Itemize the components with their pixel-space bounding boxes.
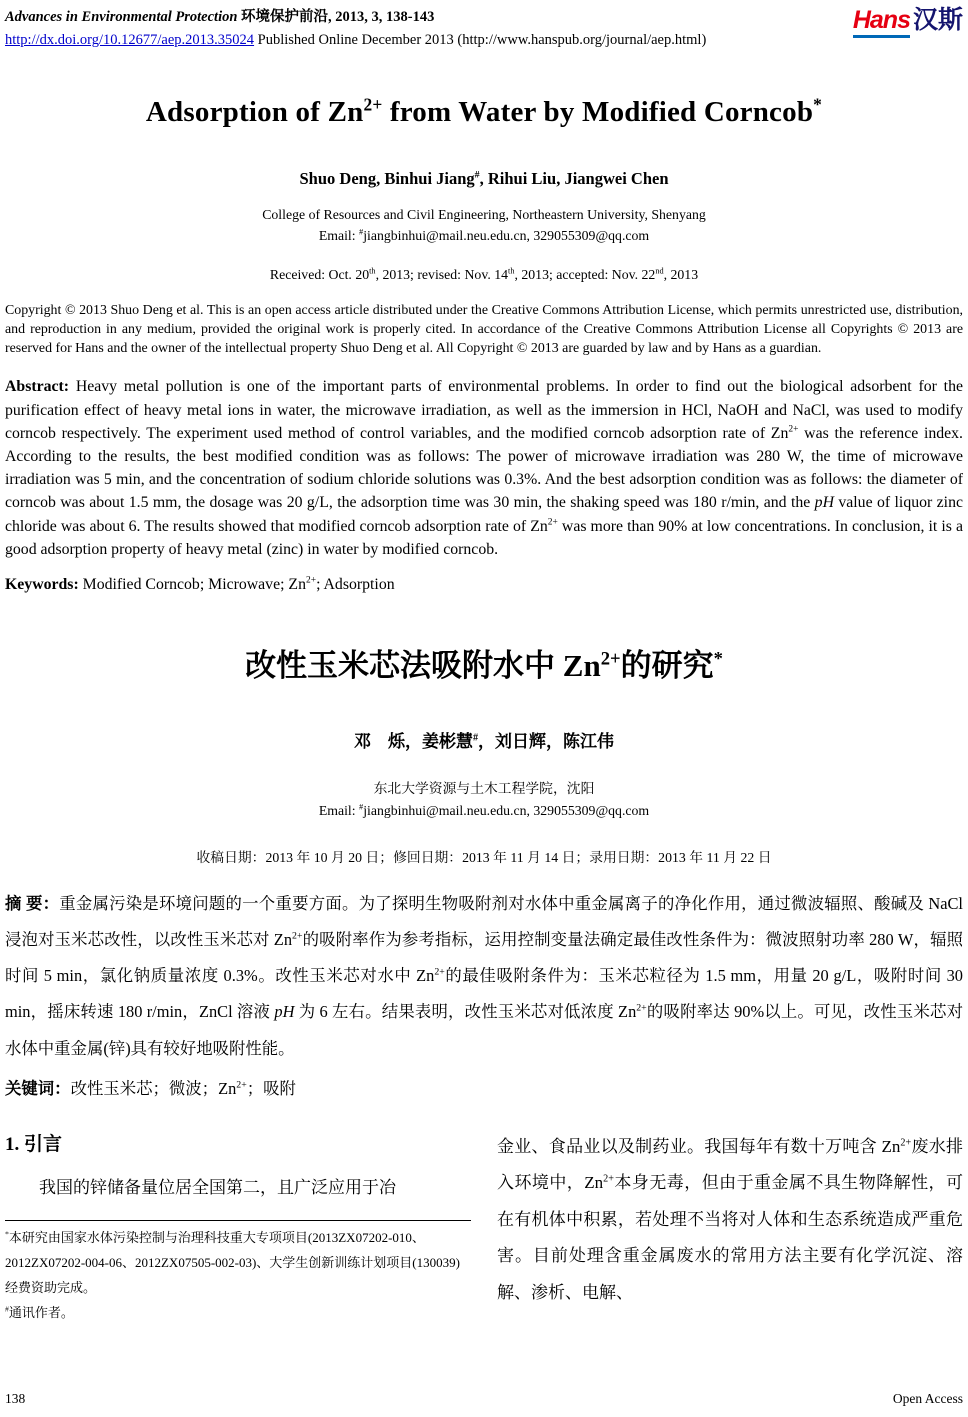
hans-logo-chinese: 汉斯 bbox=[912, 6, 963, 34]
doi-link[interactable]: http://dx.doi.org/10.12677/aep.2013.35024 bbox=[5, 32, 255, 49]
article-title: Adsorption of $Zn^{2+}$ from Water by Modified Corncob* bbox=[145, 94, 823, 129]
chinese-affiliation-text: 东北大学资源与土木工程学院，沈阳 bbox=[373, 781, 595, 797]
received-dates-line: Received: Oct. 20th, 2013; revised: Nov. 14th, 2013; accepted: Nov. 22nd, 2013 bbox=[269, 266, 699, 282]
doi-line bbox=[5, 29, 706, 52]
journal-info bbox=[5, 6, 706, 52]
hans-logo-wordmark: Hans bbox=[853, 6, 910, 38]
right-column bbox=[497, 1129, 963, 1326]
funding-footnote: *本研究由国家水体污染控制与治理科技重大专项项目(2013ZX07202-010、2012ZX07202-004-06、2012ZX07505-002-03)、大学生创新训练计划项目(130039)经费资助完成。 bbox=[5, 1229, 460, 1296]
corresponding-author-footnote: #通讯作者。 bbox=[5, 1304, 74, 1321]
affiliation-text: College of Resources and Civil Engineering, Northeastern University, Shenyang bbox=[262, 207, 706, 223]
chinese-abstract-paragraph: 摘 要：重金属污染是环境问题的一个重要方面。为了探明生物吸附剂对水体中重金属离子的净化作用，通过微波辐照、酸碱及 NaCl 浸泡对玉米芯改性，以改性玉米芯对 $Zn^{2+}$的吸附率作为参考指标，运用控制变量法确定最佳改性条件为：微波照射功率 280 W，辐照时间 5 min，氯化钠质量浓度 0.3%。改性玉米芯对水中 $Zn^{2+}$的最佳吸附条件为：玉米芯粒径为 1.5 mm，用量 20 g/L，吸附时间 30 min，摇床转速 180 r/min，ZnCl 溶液 pH 为 6 左右。结果表明，改性玉米芯对低浓度 $Zn^{2+}$的吸附率达 90%以上。可见，改性玉米芯对水体中重金属(锌)具有较好地吸附性能。 bbox=[5, 894, 964, 1058]
chinese-affiliation-block bbox=[5, 778, 963, 822]
page-footer bbox=[5, 1391, 963, 1407]
copyright-notice: Copyright © 2013 Shuo Deng et al. This is an open access article distributed under the Creative Commons Attribution License, which permits unrestricted use, distribution, and reproduction in any medium, provided the original work is properly cited. In accordance of the Creative Commons Attribution License all Copyrights © 2013 are reserved for Hans and the owner of the intellectual property Shuo Deng et al. All Copyright © 2013 are guarded by law and by Hans as a guardian. bbox=[5, 302, 963, 357]
chinese-author-list: 邓 烁，姜彬慧#，刘日辉，陈江伟 bbox=[353, 732, 615, 752]
author-list: Shuo Deng, Binhui Jiang#, Rihui Liu, Jiangwei Chen bbox=[299, 169, 669, 189]
email-line: Email: #jiangbinhui@mail.neu.edu.cn, 329055309@qq.com bbox=[318, 227, 650, 244]
page-number: 138 bbox=[5, 1391, 26, 1406]
section-1-heading: 1. 引言 bbox=[5, 1133, 63, 1155]
published-online-text: Published Online December 2013 (http://www.hanspub.org/journal/aep.html) bbox=[257, 32, 707, 49]
abstract-paragraph: Abstract: Heavy metal pollution is one of the important parts of environmental problems. In order to find out the biological adsorbent for the purification effect of heavy metal ions in water, the microwave irradiation, as well as the immersion in HCl, NaOH and NaCl, was used to modify corncob respectively. The experiment used method of control variables, and the modified corncob adsorption rate of $Zn^{2+}$ was the reference index. According to the results, the best modified condition was as follows: The power of microwave irradiation was 280 W, the time of microwave irradiation was 5 min, and the concentration of sodium chloride solutions was 0.3%. And the best adsorption condition was as follows: the diameter of corncob was about 1.5 mm, the dosage was 20 g/L, the adsorption time was 30 min, the shaking speed was 180 r/min, and the pH value of liquor zinc chloride was about 6. The results showed that modified corncob adsorption rate of $Zn^{2+}$ was more than 90% at low concentrations. In conclusion, it is a good adsorption property of heavy metal (zinc) in water by modified corncob. bbox=[5, 378, 963, 558]
affiliation-block bbox=[5, 205, 963, 246]
footnote-block bbox=[5, 1220, 471, 1326]
chinese-dates-line: 收稿日期：2013 年 10 月 20 日；修回日期：2013 年 11 月 14 日；录用日期：2013 年 11 月 22 日 bbox=[196, 850, 772, 866]
chinese-email-line: Email: #jiangbinhui@mail.neu.edu.cn, 329055309@qq.com bbox=[318, 802, 650, 819]
page-header bbox=[5, 6, 963, 52]
intro-paragraph-right: 金业、食品业以及制药业。我国每年有数十万吨含 $Zn^{2+}$废水排入环境中，$Zn^{2+}$本身无毒，但由于重金属不具生物降解性，可在有机体中积累，若处理不当将对人体和生态系统造成严重危害。目前处理含重金属废水的常用方法主要有化学沉淀、溶解、渗析、电解、 bbox=[497, 1136, 963, 1302]
keywords-line: Keywords: Modified Corncob; Microwave; $Zn^{2+}$; Adsorption bbox=[5, 575, 395, 594]
hans-publisher-logo bbox=[853, 6, 963, 33]
journal-title-line: Advances in Environmental Protection 环境保护前沿, 2013, 3, 138-143 bbox=[5, 9, 435, 25]
left-column bbox=[5, 1129, 471, 1326]
chinese-article-title: 改性玉米芯法吸附水中 $Zn^{2+}$的研究* bbox=[245, 648, 723, 684]
intro-paragraph-left: 我国的锌储备量位居全国第二，且广泛应用于冶 bbox=[39, 1177, 396, 1197]
chinese-keywords-line: 关键词：改性玉米芯；微波；$Zn^{2+}$；吸附 bbox=[5, 1078, 296, 1098]
body-two-columns bbox=[5, 1129, 963, 1326]
open-access-label: Open Access bbox=[892, 1391, 963, 1406]
